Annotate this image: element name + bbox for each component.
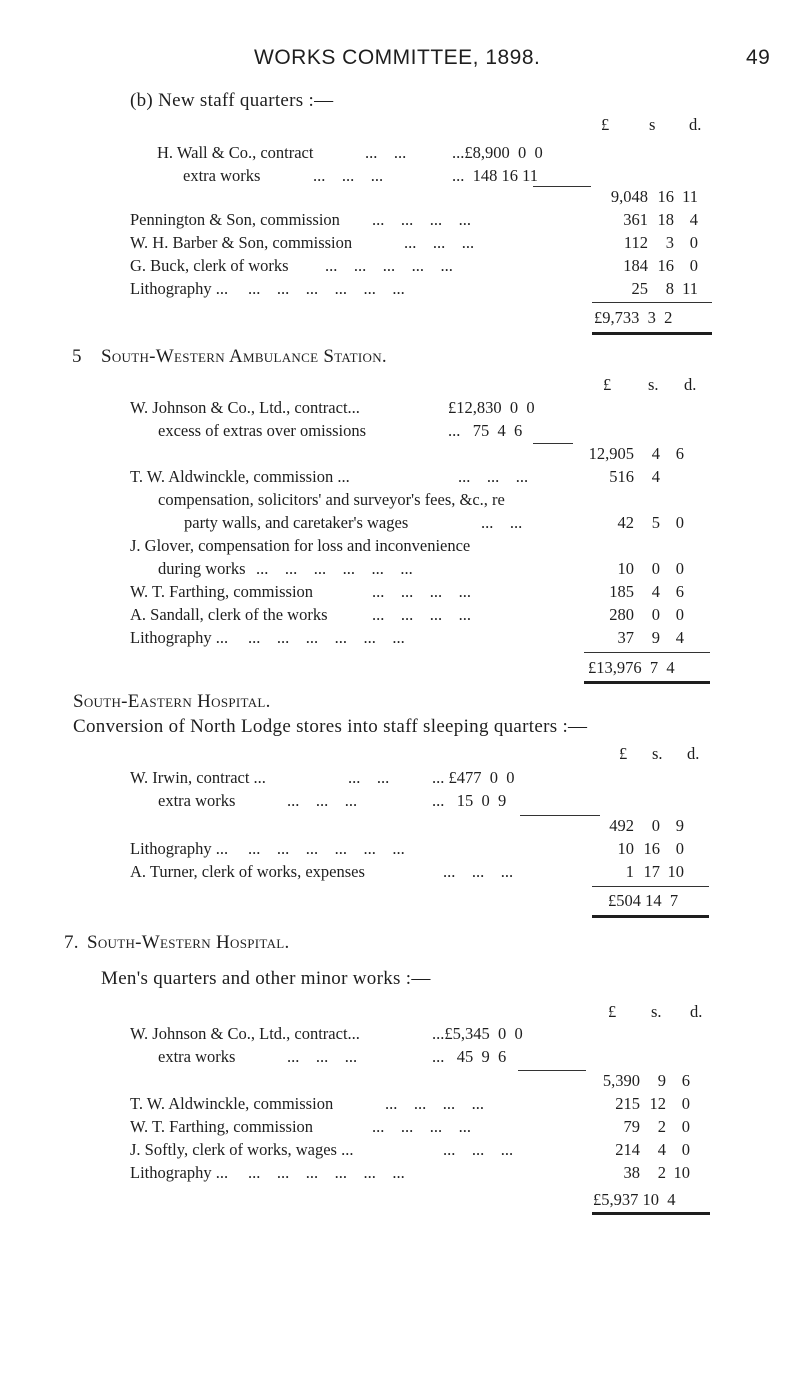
entry-label: Lithography ... bbox=[130, 839, 229, 858]
line-amount: 42 5 0 bbox=[617, 513, 684, 532]
total-double-rule bbox=[592, 332, 712, 335]
sub-rule bbox=[518, 1070, 586, 1071]
leader-dots: ... ... ... ... ... ... bbox=[248, 279, 405, 298]
shilling-column-head: s bbox=[649, 115, 656, 134]
line-amount: 214 4 0 bbox=[615, 1140, 690, 1159]
entry-label: party walls, and caretaker's wages bbox=[184, 513, 409, 532]
sub-amount: ... 15 0 9 bbox=[432, 791, 507, 810]
section-title-se-hospital: South-Eastern Hospital. bbox=[73, 691, 271, 712]
line-amount: 79 2 0 bbox=[623, 1117, 690, 1136]
line-amount: 38 2 10 bbox=[623, 1163, 690, 1182]
pound-column-head: £ bbox=[601, 115, 610, 134]
sub-amount: ... £477 0 0 bbox=[432, 768, 515, 787]
entry-label: G. Buck, clerk of works bbox=[130, 256, 289, 275]
leader-dots: ... ... bbox=[481, 513, 523, 532]
pound-column-head: £ bbox=[608, 1002, 617, 1021]
leader-dots: ... ... ... ... ... ... bbox=[248, 839, 405, 858]
total-double-rule bbox=[592, 1212, 710, 1215]
shilling-column-head: s. bbox=[652, 744, 663, 763]
entry-label: J. Glover, compensation for loss and inconvenience bbox=[130, 536, 471, 555]
leader-dots: ... ... ... ... ... bbox=[325, 256, 453, 275]
line-amount: 280 0 0 bbox=[609, 605, 684, 624]
entry-label: Pennington & Son, commission bbox=[130, 210, 340, 229]
sub-amount: ... 45 9 6 bbox=[432, 1047, 507, 1066]
pound-column-head: £ bbox=[619, 744, 628, 763]
leader-dots: ... ... ... bbox=[443, 1140, 514, 1159]
total-double-rule bbox=[592, 915, 709, 918]
entry-label: W. T. Farthing, commission bbox=[130, 582, 314, 601]
entry-label: Lithography ... bbox=[130, 1163, 229, 1182]
line-amount: 112 3 0 bbox=[623, 233, 698, 252]
leader-dots: ... ... ... ... ... ... bbox=[248, 628, 405, 647]
section-title-sw-hospital: South-Western Hospital. bbox=[87, 932, 290, 953]
section-total: £13,976 7 4 bbox=[588, 658, 675, 677]
leader-dots: ... ... ... ... ... ... bbox=[248, 1163, 405, 1182]
leader-dots: ... ... ... ... ... ... bbox=[256, 559, 413, 578]
pence-column-head: d. bbox=[687, 744, 700, 763]
entry-label: Lithography ... bbox=[130, 279, 229, 298]
entry-label: T. W. Aldwinckle, commission bbox=[130, 1094, 334, 1113]
line-amount: 10 0 0 bbox=[617, 559, 684, 578]
shilling-column-head: s. bbox=[651, 1002, 662, 1021]
line-amount: 516 4 bbox=[609, 467, 660, 486]
leader-dots: ... ... ... bbox=[443, 862, 514, 881]
pence-column-head: d. bbox=[690, 1002, 703, 1021]
entry-label: A. Turner, clerk of works, expenses bbox=[130, 862, 365, 881]
total-rule bbox=[592, 302, 712, 303]
sub-rule bbox=[533, 186, 591, 187]
page-title: WORKS COMMITTEE, 1898. bbox=[254, 46, 541, 69]
line-amount: 215 12 0 bbox=[615, 1094, 690, 1113]
line-amount: 1 17 10 bbox=[625, 862, 684, 881]
entry-label: extra works bbox=[158, 1047, 236, 1066]
total-rule bbox=[584, 652, 710, 653]
section-number: 5 bbox=[72, 346, 82, 367]
sub-rule bbox=[533, 443, 573, 444]
leader-dots: ... ... ... ... bbox=[372, 582, 471, 601]
total-double-rule bbox=[584, 681, 710, 684]
sub-amount: £12,830 0 0 bbox=[448, 398, 535, 417]
entry-label: A. Sandall, clerk of the works bbox=[130, 605, 328, 624]
entry-label: J. Softly, clerk of works, wages ... bbox=[130, 1140, 354, 1159]
section-number: 7. bbox=[64, 932, 79, 953]
sub-amount: ...£8,900 0 0 bbox=[452, 143, 543, 162]
entry-label: extra works bbox=[158, 791, 236, 810]
line-amount: 184 16 0 bbox=[623, 256, 698, 275]
leader-dots: ... ... bbox=[348, 768, 390, 787]
leader-dots: ... ... ... bbox=[287, 791, 358, 810]
pence-column-head: d. bbox=[684, 375, 697, 394]
shilling-column-head: s. bbox=[648, 375, 659, 394]
leader-dots: ... ... ... ... bbox=[385, 1094, 484, 1113]
sub-amount: ...£5,345 0 0 bbox=[432, 1024, 523, 1043]
entry-label: H. Wall & Co., contract bbox=[157, 143, 314, 162]
sub-amount: ... 148 16 11 bbox=[452, 166, 539, 185]
section-intro: Men's quarters and other minor works :— bbox=[101, 968, 431, 989]
section-total: £9,733 3 2 bbox=[594, 308, 673, 327]
entry-label: T. W. Aldwinckle, commission ... bbox=[130, 467, 350, 486]
subtotal-amount: 492 0 9 bbox=[609, 816, 684, 835]
line-amount: 37 9 4 bbox=[617, 628, 684, 647]
entry-label: W. Johnson & Co., Ltd., contract... bbox=[130, 1024, 360, 1043]
entry-label: Lithography ... bbox=[130, 628, 229, 647]
subtotal-amount: 5,390 9 6 bbox=[602, 1071, 690, 1090]
pound-column-head: £ bbox=[603, 375, 612, 394]
leader-dots: ... ... ... ... bbox=[372, 605, 471, 624]
pence-column-head: d. bbox=[689, 115, 702, 134]
subtotal-amount: 12,905 4 6 bbox=[588, 444, 684, 463]
line-amount: 361 18 4 bbox=[623, 210, 698, 229]
line-amount: 10 16 0 bbox=[617, 839, 684, 858]
entry-label: excess of extras over omissions bbox=[158, 421, 367, 440]
section-title-new-staff-quarters: (b) New staff quarters :— bbox=[130, 90, 334, 111]
entry-label: W. Johnson & Co., Ltd., contract... bbox=[130, 398, 360, 417]
section-title-sw-ambulance: South-Western Ambulance Station. bbox=[101, 346, 387, 367]
leader-dots: ... ... bbox=[365, 143, 407, 162]
sub-amount: ... 75 4 6 bbox=[448, 421, 523, 440]
leader-dots: ... ... ... bbox=[458, 467, 529, 486]
entry-label: W. Irwin, contract ... bbox=[130, 768, 266, 787]
subtotal-amount: 9,048 16 11 bbox=[610, 187, 698, 206]
page-number: 49 bbox=[746, 46, 771, 69]
leader-dots: ... ... ... ... bbox=[372, 1117, 471, 1136]
entry-label: compensation, solicitors' and surveyor's fees, &c., re bbox=[158, 490, 505, 509]
entry-label: extra works bbox=[183, 166, 261, 185]
section-intro: Conversion of North Lodge stores into staff sleeping quarters :— bbox=[73, 716, 588, 737]
leader-dots: ... ... ... ... bbox=[372, 210, 471, 229]
section-total: £5,937 10 4 bbox=[593, 1190, 676, 1209]
entry-label: W. T. Farthing, commission bbox=[130, 1117, 314, 1136]
line-amount: 25 8 11 bbox=[631, 279, 698, 298]
entry-label: during works bbox=[158, 559, 246, 578]
leader-dots: ... ... ... bbox=[404, 233, 475, 252]
line-amount: 185 4 6 bbox=[609, 582, 684, 601]
leader-dots: ... ... ... bbox=[313, 166, 384, 185]
total-rule bbox=[592, 886, 709, 887]
entry-label: W. H. Barber & Son, commission bbox=[130, 233, 353, 252]
section-total: £504 14 7 bbox=[608, 891, 679, 910]
leader-dots: ... ... ... bbox=[287, 1047, 358, 1066]
